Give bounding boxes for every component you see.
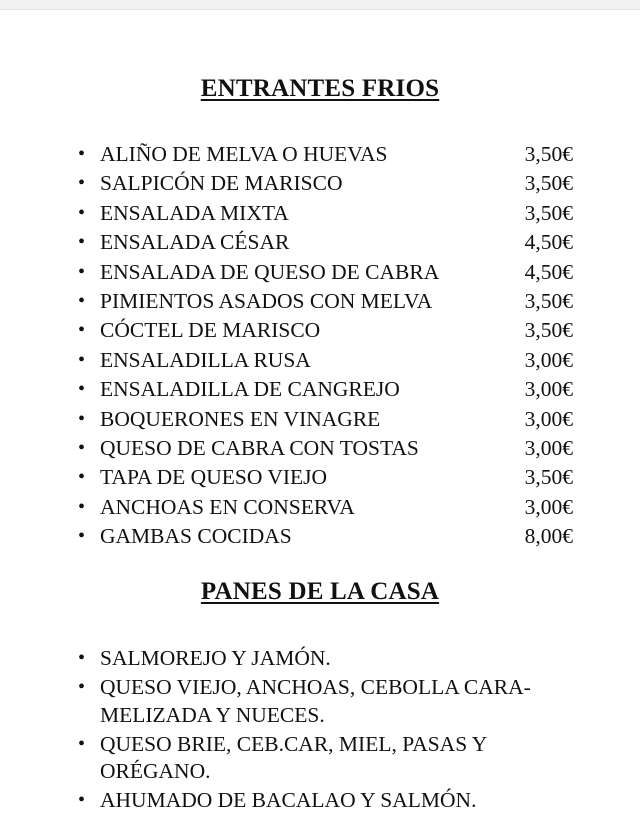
bullet-icon: • <box>78 436 86 459</box>
item-price: 3,50€ <box>524 200 573 225</box>
item-price: 3,00€ <box>524 347 573 372</box>
section-title-entrantes-frios: ENTRANTES FRIOS <box>200 75 440 102</box>
menu-item <box>78 140 578 169</box>
item-name: ENSALADILLA RUSA <box>100 347 311 372</box>
bullet-icon: • <box>78 732 86 755</box>
item-price: 3,00€ <box>524 494 573 519</box>
item-name: ENSALADA CÉSAR <box>100 230 290 255</box>
cold-starters-list <box>78 140 578 551</box>
bread-item-line: SALMOREJO Y JAMÓN. <box>100 646 331 670</box>
item-price: 8,00€ <box>524 524 573 549</box>
bullet-icon: • <box>78 378 86 401</box>
bread-item <box>78 787 598 815</box>
menu-item <box>78 199 578 228</box>
item-name: ENSALADA DE QUESO DE CABRA <box>100 259 440 284</box>
item-price: 3,50€ <box>524 288 573 313</box>
bullet-icon: • <box>78 201 86 224</box>
bullet-icon: • <box>78 407 86 430</box>
item-price: 3,50€ <box>524 142 573 166</box>
bullet-icon: • <box>78 143 86 165</box>
bullet-icon: • <box>78 348 86 371</box>
item-name: CÓCTEL DE MARISCO <box>100 318 321 343</box>
item-name: SALPICÓN DE MARISCO <box>100 171 343 196</box>
bullet-icon: • <box>78 289 86 312</box>
menu-item <box>78 405 578 434</box>
item-price: 3,50€ <box>524 465 573 490</box>
bread-item <box>78 731 598 786</box>
bullet-icon: • <box>78 319 86 342</box>
item-name: BOQUERONES EN VINAGRE <box>100 406 381 431</box>
item-name: PIMIENTOS ASADOS CON MELVA <box>100 288 433 313</box>
bullet-icon: • <box>78 260 86 283</box>
bread-item-line: QUESO BRIE, CEB.CAR, MIEL, PASAS Y <box>100 731 488 756</box>
item-price: 3,00€ <box>524 377 573 402</box>
menu-item <box>78 434 578 463</box>
menu-item <box>78 258 578 287</box>
menu-item <box>78 375 578 404</box>
bullet-icon: • <box>78 495 86 518</box>
menu-item <box>78 463 578 492</box>
item-price: 3,50€ <box>524 318 573 343</box>
item-price: 4,50€ <box>524 259 573 284</box>
bread-item-line: ORÉGANO. <box>100 759 211 783</box>
bullet-icon: • <box>78 525 86 548</box>
item-price: 3,00€ <box>524 406 573 431</box>
item-name: GAMBAS COCIDAS <box>100 524 292 549</box>
house-breads-list <box>78 645 598 816</box>
bullet-icon: • <box>78 647 86 669</box>
menu-item <box>78 522 578 551</box>
item-name: ENSALADILLA DE CANGREJO <box>100 377 400 402</box>
item-name: ENSALADA MIXTA <box>100 200 289 225</box>
bullet-icon: • <box>78 466 86 489</box>
item-name: TAPA DE QUESO VIEJO <box>100 465 328 490</box>
bullet-icon: • <box>78 231 86 254</box>
menu-item <box>78 316 578 345</box>
bread-item-line: MELIZADA Y NUECES. <box>100 702 325 727</box>
item-name: ANCHOAS EN CONSERVA <box>100 494 355 519</box>
bread-item <box>78 645 598 673</box>
item-name: QUESO DE CABRA CON TOSTAS <box>100 435 419 460</box>
bread-item-line: AHUMADO DE BACALAO Y SALMÓN. <box>100 788 477 812</box>
item-price: 3,00€ <box>524 435 573 460</box>
section-title-panes-de-la-casa: PANES DE LA CASA <box>200 578 440 605</box>
menu-item <box>78 228 578 257</box>
menu-item <box>78 169 578 198</box>
bullet-icon: • <box>78 676 86 698</box>
bullet-icon: • <box>78 172 86 195</box>
menu-item <box>78 346 578 375</box>
menu-item <box>78 493 578 522</box>
bread-item <box>78 674 598 729</box>
top-edge-strip <box>0 0 640 10</box>
menu-item <box>78 287 578 316</box>
item-price: 3,50€ <box>524 171 573 196</box>
bullet-icon: • <box>78 789 86 811</box>
item-name: ALIÑO DE MELVA O HUEVAS <box>100 142 388 166</box>
bread-item-line: QUESO VIEJO, ANCHOAS, CEBOLLA CARA- <box>100 675 531 699</box>
item-price: 4,50€ <box>524 230 573 255</box>
